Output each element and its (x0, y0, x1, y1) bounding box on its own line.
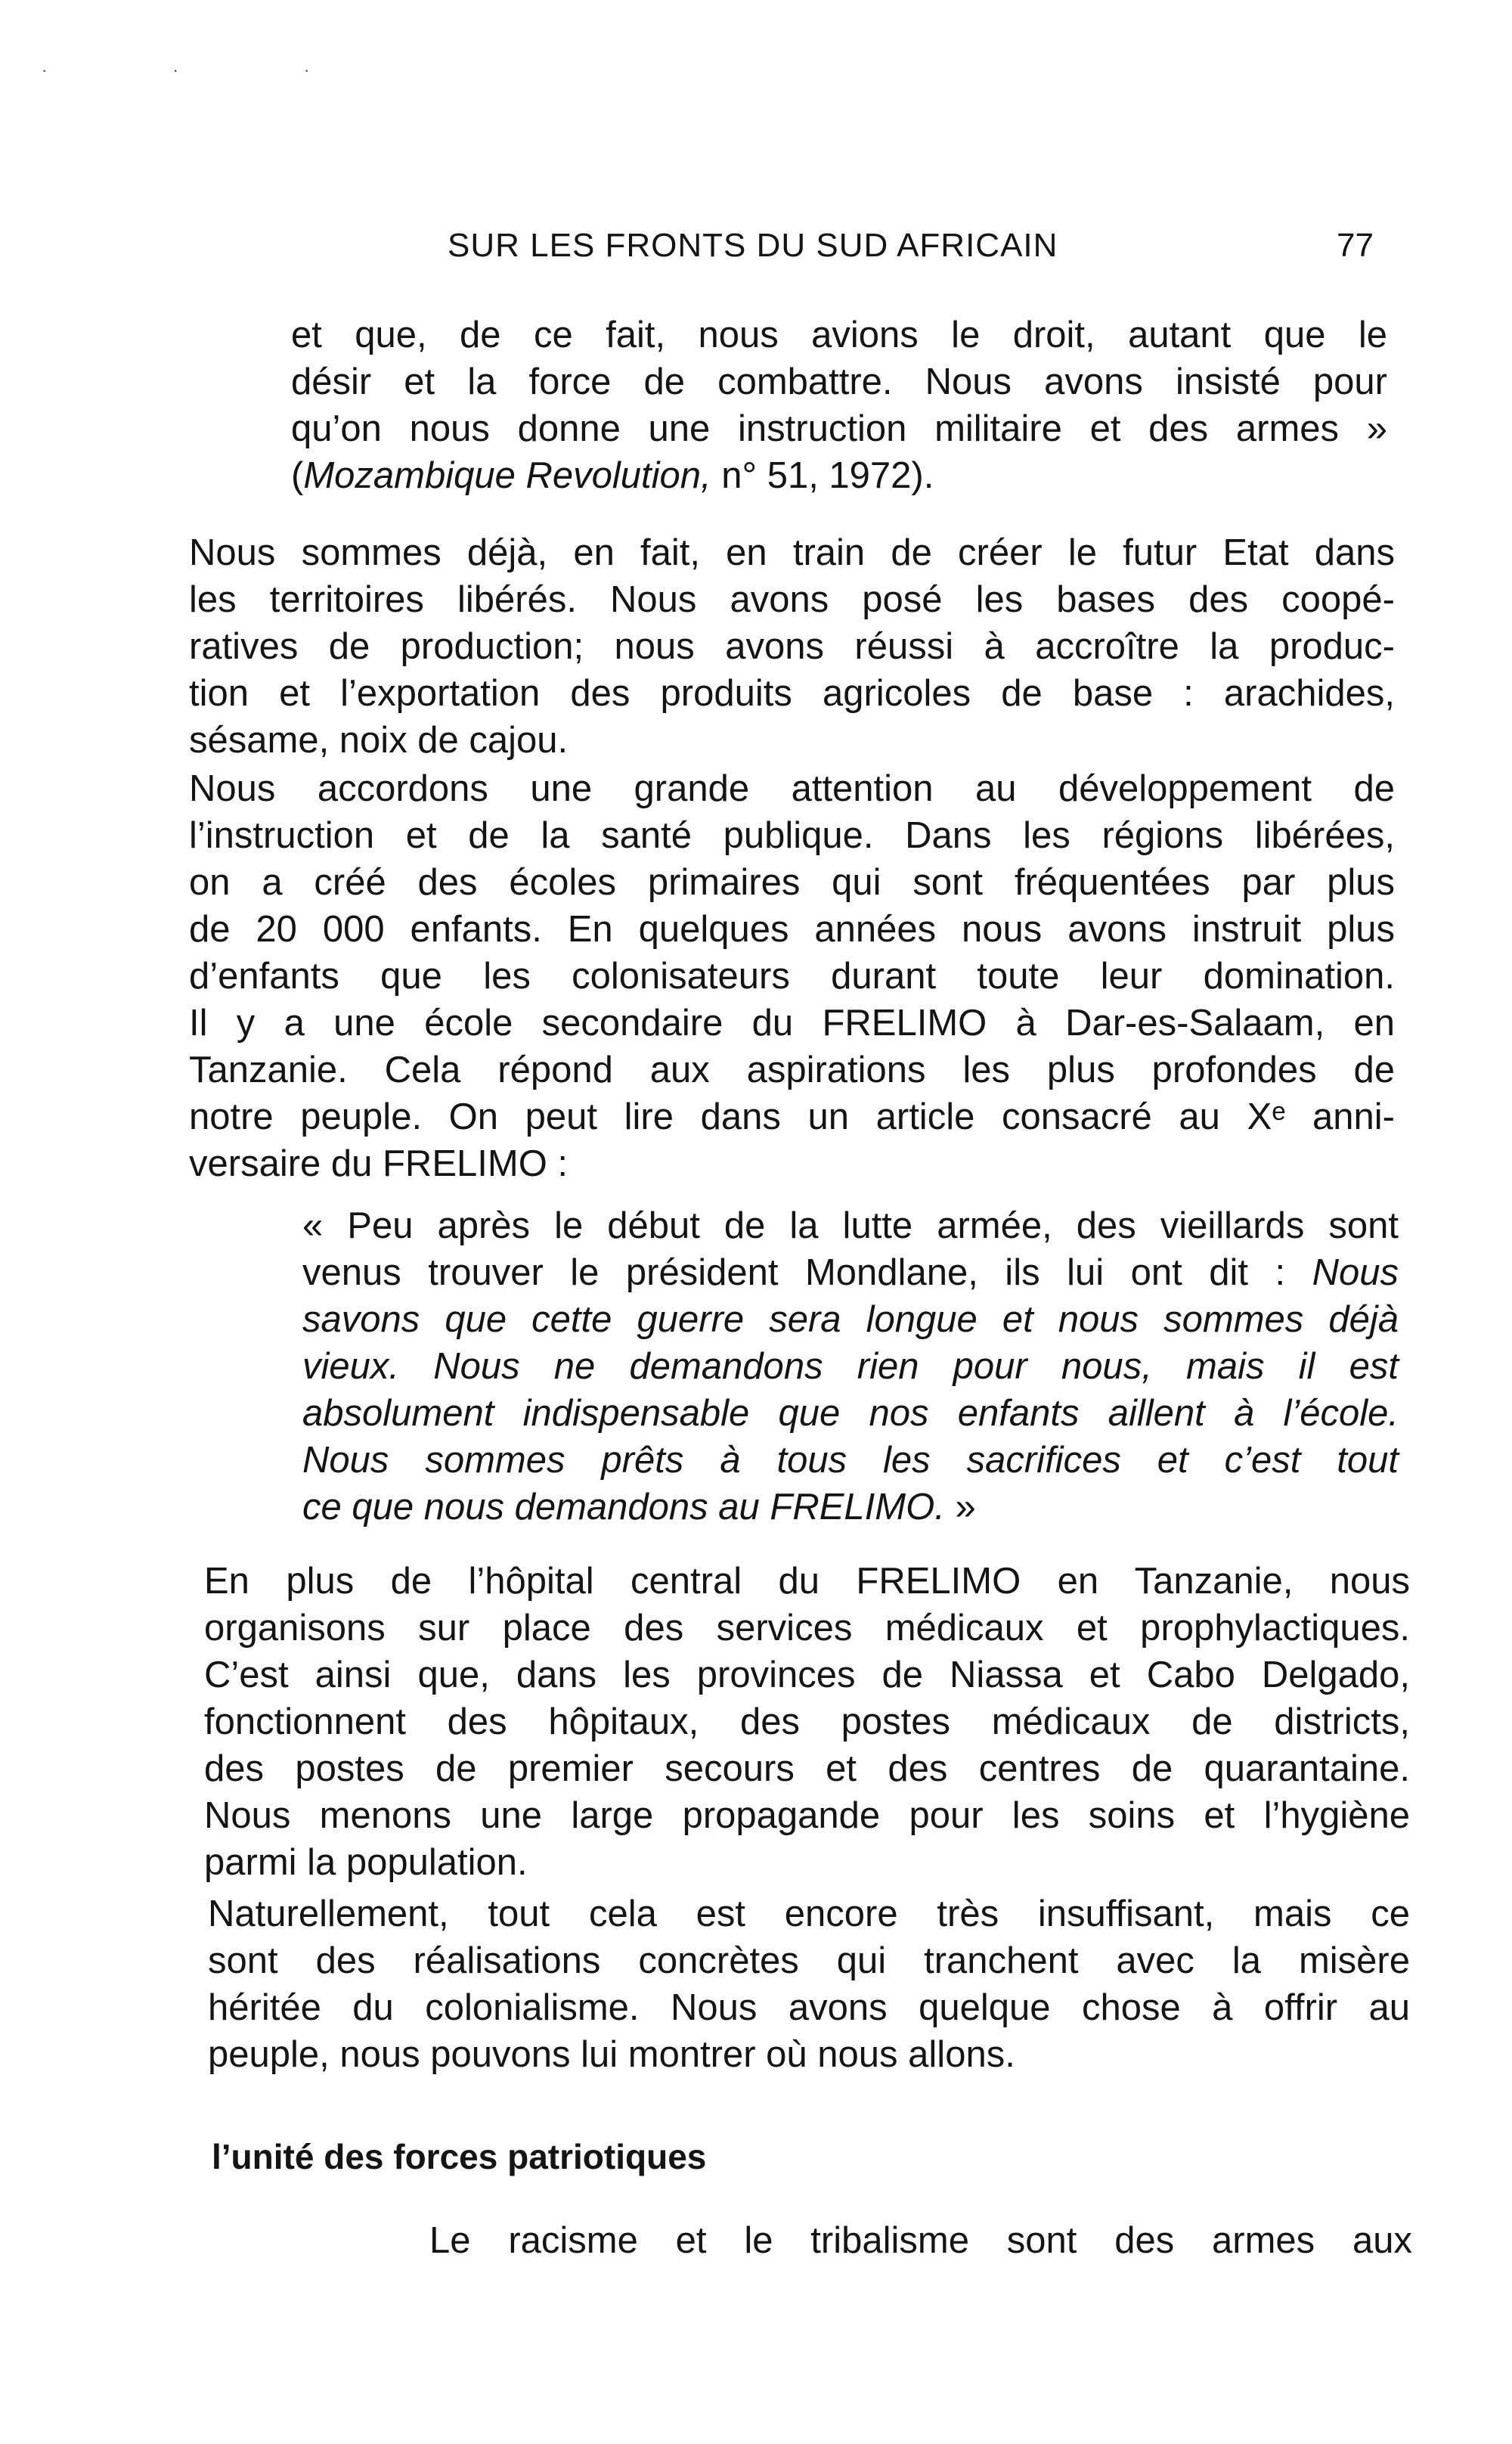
text-line: Nous menons une large propagande pour les soins et l’hygiène (204, 1795, 1410, 1836)
text-line: qu’on nous donne une instruction militaire et des armes » (291, 408, 1387, 449)
text-line: des postes de premier secours et des centres de quarantaine. (204, 1748, 1410, 1789)
text-line: tion et l’exportation des produits agricoles de base : arachides, (189, 673, 1395, 714)
text-line: sésame, noix de cajou. (189, 720, 569, 761)
text-line: sont des réalisations concrètes qui tranchent avec la misère (208, 1940, 1410, 1981)
italic-line: Nous sommes prêts à tous les sacrifices et c’est tout (302, 1440, 1399, 1481)
paragraph-naturellement (208, 1890, 1410, 2078)
text-line: et que, de ce fait, nous avions le droit, autant que le (291, 315, 1387, 355)
italic-line: absolument indispensable que nos enfants aillent à l’école. (302, 1393, 1399, 1434)
page-number: 77 (1337, 227, 1374, 264)
text-line: Il y a une école secondaire du FRELIMO à Dar-es-Salaam, en (189, 1003, 1395, 1044)
text-line: de 20 000 enfants. En quelques années nous avons instruit plus (189, 909, 1395, 950)
citation-paren: ( (291, 455, 304, 496)
section-heading: l’unité des forces patriotiques (212, 2137, 707, 2176)
paragraph-hopital (204, 1558, 1410, 1886)
quotation-vieillards (302, 1202, 1399, 1531)
text-line: l’instruction et de la santé publique. Dans les régions libérées, (189, 815, 1395, 856)
text-line (302, 1484, 1399, 1531)
text-line: En plus de l’hôpital central du FRELIMO en Tanzanie, nous (204, 1561, 1410, 1602)
quote-continuation (291, 312, 1387, 499)
text-line: héritée du colonialisme. Nous avons quelque chose à offrir au (208, 1987, 1410, 2028)
citation-details: n° 51, 1972). (711, 455, 934, 496)
text-line: fonctionnent des hôpitaux, des postes médicaux de districts, (204, 1701, 1410, 1742)
text-line: C’est ainsi que, dans les provinces de Niassa et Cabo Delgado, (204, 1655, 1410, 1695)
text-line: désir et la force de combattre. Nous avons insisté pour (291, 361, 1387, 402)
italic-line: vieux. Nous ne demandons rien pour nous, mais il est (302, 1346, 1399, 1387)
text-segment: venus trouver le président Mondlane, ils lui ont dit : (302, 1252, 1312, 1293)
text-line: notre peuple. On peut lire dans un article consacré au Xᵉ anni- (189, 1096, 1395, 1137)
text-line: ratives de production; nous avons réussi à accroître la produc- (189, 626, 1395, 667)
text-line: versaire du FRELIMO : (189, 1143, 569, 1184)
citation-source: Mozambique Revolution, (303, 455, 711, 496)
text-line: d’enfants que les colonisateurs durant toute leur domination. (189, 956, 1395, 997)
text-line: organisons sur place des services médicaux et prophylactiques. (204, 1608, 1410, 1648)
italic-segment: ce que nous demandons au FRELIMO. (302, 1487, 945, 1528)
text-line: Le racisme et le tribalisme sont des armes aux (429, 2220, 1412, 2261)
italic-segment: Nous (1312, 1252, 1399, 1293)
text-line: « Peu après le début de la lutte armée, des vieillards sont (302, 1205, 1399, 1246)
paragraph-racisme (429, 2217, 1412, 2264)
citation-line (291, 452, 1387, 499)
text-line: on a créé des écoles primaires qui sont fréquentées par plus (189, 862, 1395, 903)
closing-guillemet: » (944, 1487, 976, 1528)
text-line: les territoires libérés. Nous avons posé les bases des coopé- (189, 579, 1395, 620)
text-line: Naturellement, tout cela est encore très insuffisant, mais ce (208, 1893, 1410, 1934)
paragraph-instruction (189, 765, 1395, 1187)
text-line: Nous sommes déjà, en fait, en train de créer le futur Etat dans (189, 532, 1395, 573)
text-line: Nous accordons une grande attention au développement de (189, 768, 1395, 809)
paragraph-etat (189, 529, 1395, 764)
text-line: Tanzanie. Cela répond aux aspirations les plus profondes de (189, 1050, 1395, 1090)
running-header: SUR LES FRONTS DU SUD AFRICAIN (448, 227, 1058, 264)
scan-specks: · · · (42, 60, 370, 79)
text-line: parmi la population. (204, 1842, 528, 1883)
text-line: peuple, nous pouvons lui montrer où nous allons. (208, 2034, 1015, 2075)
italic-line: savons que cette guerre sera longue et nous sommes déjà (302, 1299, 1399, 1340)
text-line (302, 1249, 1399, 1296)
